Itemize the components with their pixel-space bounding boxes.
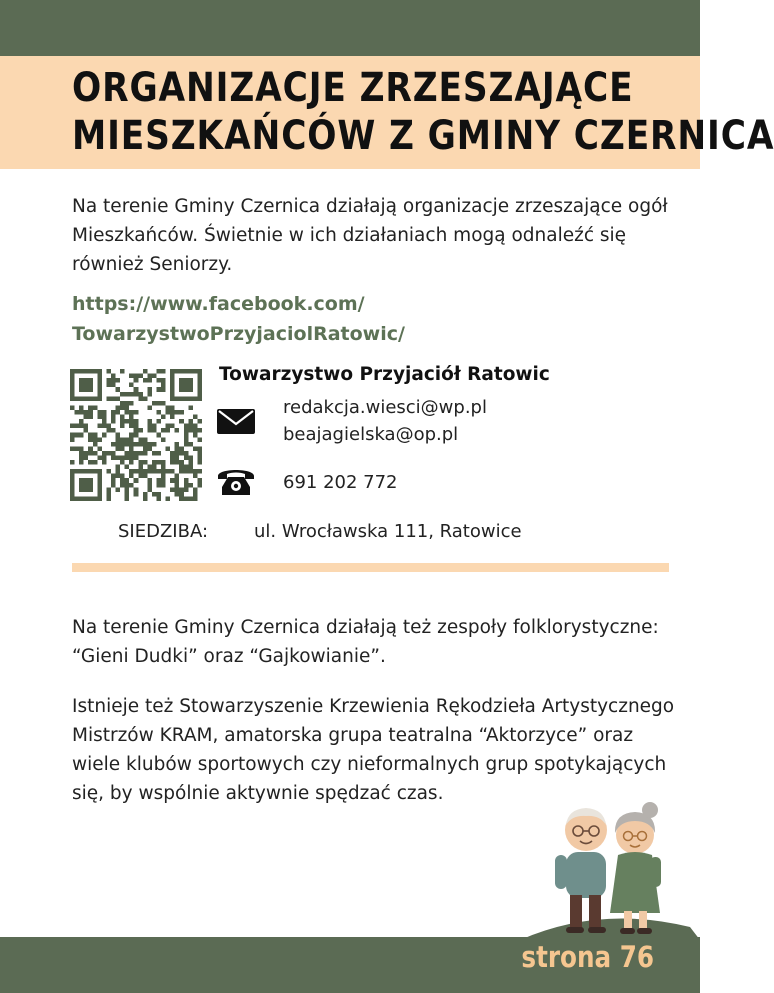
senior-couple-illustration <box>500 795 700 940</box>
title-line-1: ORGANIZACJE ZRZESZAJĄCE <box>72 65 634 111</box>
qr-code <box>70 369 202 501</box>
phone-number[interactable]: 691 202 772 <box>283 472 398 493</box>
page-title <box>72 64 774 160</box>
headquarters-label: SIEDZIBA: <box>118 521 209 542</box>
intro-text: Na terenie Gminy Czernica działają organizacje zrzeszające ogół Mieszkańców. Świetnie w ich działaniach mogą odnaleźć się również Seniorzy. <box>72 196 668 275</box>
telephone-icon <box>216 465 256 497</box>
facebook-link[interactable] <box>72 289 672 349</box>
page-number: strona 76 <box>521 940 654 974</box>
facebook-link-line-1[interactable]: https://www.facebook.com/ <box>72 293 365 315</box>
envelope-icon <box>217 409 255 434</box>
email-address[interactable]: redakcja.wiesci@wp.pl <box>283 397 487 418</box>
top-bar <box>0 0 700 56</box>
headquarters-address: ul. Wrocławska 111, Ratowice <box>254 521 522 542</box>
associations-paragraph: Istnieje też Stowarzyszenie Krzewienia Rękodzieła Artystycznego Mistrzów KRAM, amatorska grupa teatralna “Aktorzyce” oraz wiele klubów sportowych czy nieformalnych grup spotykających się, by wspólnie aktywnie spędzać czas. <box>72 696 675 804</box>
organization-name: Towarzystwo Przyjaciół Ratowic <box>219 364 550 385</box>
facebook-link-line-2[interactable]: TowarzystwoPrzyjaciolRatowic/ <box>72 323 405 345</box>
section-divider <box>72 563 669 572</box>
folklore-paragraph: Na terenie Gminy Czernica działają też zespoły folklorystyczne: “Gieni Dudki” oraz “Gajkowianie”. <box>72 617 659 667</box>
email-address[interactable]: beajagielska@op.pl <box>283 424 459 445</box>
title-line-2: MIESZKAŃCÓW Z GMINY CZERNICA <box>72 113 774 159</box>
